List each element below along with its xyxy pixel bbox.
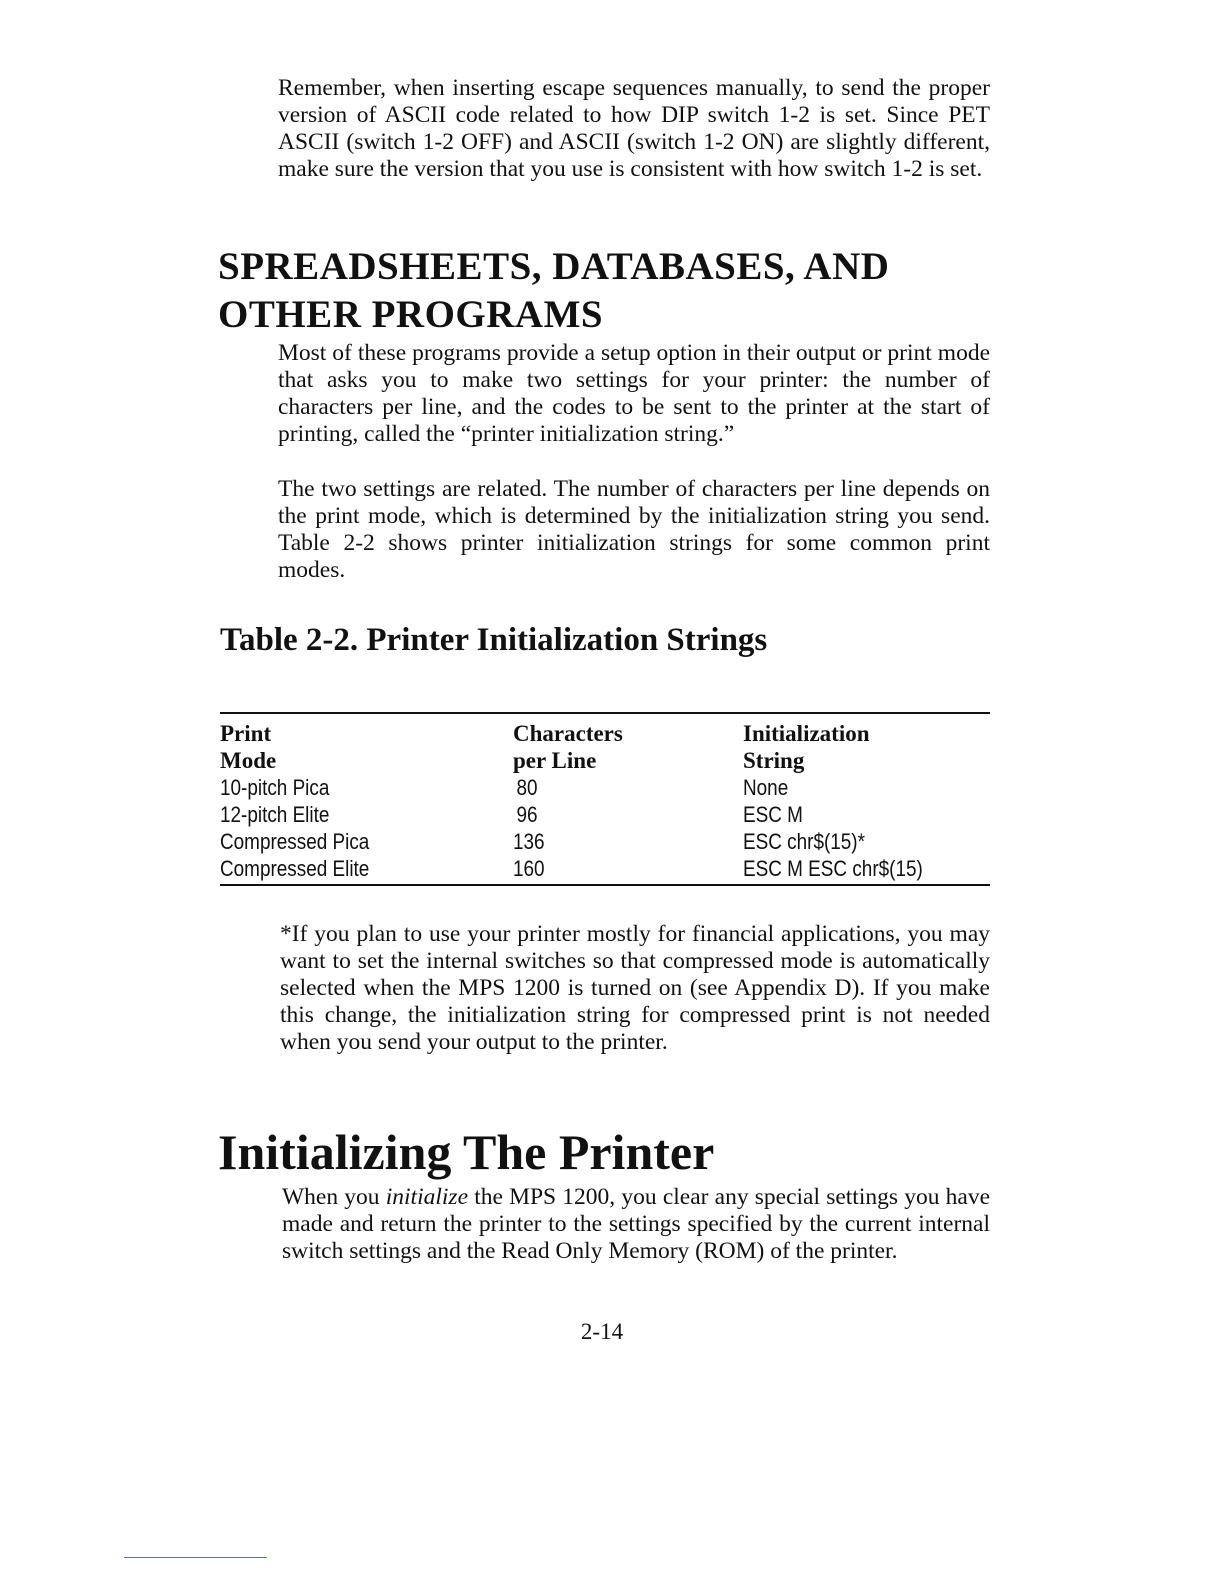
header-initialization-string: Initialization String [743,721,870,773]
cell-mode: Compressed Elite [220,856,370,881]
page-number: 2-14 [580,1319,624,1344]
cell-string: ESC M [743,802,803,827]
init-strings-table [220,712,990,886]
cell-chars: 160 [513,856,545,881]
spreadsheets-paragraph-2: The two settings are related. The number of characters per line depends on the print mode, which is determined by the initialization string you send. Table 2-2 shows printer initialization strings for some common print modes. [278,476,990,583]
footer-rule [124,1557,267,1558]
section-heading-spreadsheets [218,243,1018,339]
table-title: Table 2-2. Printer Initialization Strings [220,622,768,658]
table-header-row [220,720,990,774]
emphasis-initialize: initialize [385,1184,468,1210]
cell-chars: 136 [513,829,545,854]
table-row [220,801,990,828]
spreadsheets-paragraph-1: Most of these programs provide a setup option in their output or print mode that asks you to make two settings for your printer: the number of characters per line, and the codes to be sent to the printer at the start of printing, called the “printer initialization string.” [278,340,990,447]
cell-chars: 80 [516,775,538,800]
section-heading-initializing: Initializing The Printer [218,1124,715,1180]
cell-mode: 12-pitch Elite [220,802,330,827]
table-row [220,774,990,801]
initializing-paragraph: When you initialize the MPS 1200, you clear any special settings you have made and return the printer to the settings specified by the current internal switch settings and the Read Only Memory (ROM) of the printer. [282,1184,990,1264]
cell-mode: Compressed Pica [220,829,370,854]
header-characters-per-line: Characters per Line [513,721,623,773]
section-heading-line2: OTHER PROGRAMS [218,293,604,336]
table-row [220,855,990,882]
cell-mode: 10-pitch Pica [220,775,330,800]
cell-string: ESC chr$(15)* [743,829,865,854]
table-row [220,828,990,855]
cell-string: None [743,775,789,800]
section-heading-line1: SPREADSHEETS, DATABASES, AND [218,245,890,288]
cell-string: ESC M ESC chr$(15) [743,856,923,881]
header-print-mode: Print Mode [220,721,277,773]
cell-chars: 96 [516,802,538,827]
intro-paragraph: Remember, when inserting escape sequences manually, to send the proper version of ASCII code related to how DIP switch 1-2 is set. Since PET ASCII (switch 1-2 OFF) and ASCII (switch 1-2 ON) are slightly different, make sure the version that you use is consistent with how switch 1-2 is set. [278,75,990,182]
table-footnote: *If you plan to use your printer mostly for financial applications, you may want to set the internal switches so that compressed mode is automatically selected when the MPS 1200 is turned on (see Appendix D). If you make this change, the initialization string for compressed print is not needed when you send your output to the printer. [280,921,990,1055]
